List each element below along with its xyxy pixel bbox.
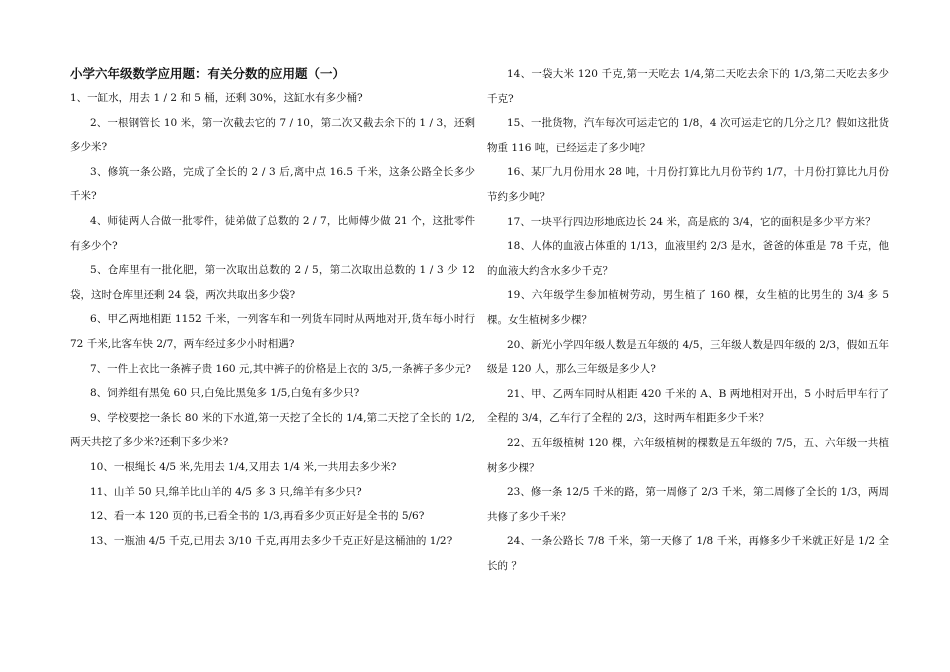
question-18: 18、人体的血液占体重的 1/13，血液里约 2/3 是水，爸爸的体重是 78 千克，他的血液大约含水多少千克？ [487, 240, 889, 277]
question-16: 16、某厂九月份用水 28 吨，十月份打算比九月份节约 1/7，十月份打算比九月份节约多少吨？ [487, 166, 889, 203]
page-title: 小学六年级数学应用题：有关分数的应用题（一） [70, 66, 346, 81]
question-17: 17、一块平行四边形地底边长 24 米，高是底的 3/4，它的面积是多少平方米？ [507, 215, 876, 228]
question-14: 14、一袋大米 120 千克,第一天吃去 1/4,第二天吃去余下的 1/3,第二天吃去多少千克? [487, 68, 889, 105]
question-13: 13、一瓶油 4/5 千克,已用去 3/10 千克,再用去多少千克正好是这桶油的 1/2? [90, 534, 453, 547]
question-2: 2、一根钢管长 10 米，第一次截去它的 7 / 10，第二次又截去余下的 1 / 3，还剩多少米? [70, 116, 475, 154]
question-4: 4、师徒两人合做一批零件，徒弟做了总数的 2 / 7，比师傅少做 21 个，这批零件有多少个? [70, 214, 475, 252]
left-column [70, 62, 475, 553]
right-column [487, 62, 889, 578]
question-7: 7、一件上衣比一条裤子贵 160 元,其中裤子的价格是上衣的 3/5,一条裤子多少元? [90, 362, 471, 375]
question-6: 6、甲乙两地相距 1152 千米，一列客车和一列货车同时从两地对开,货车每小时行 72 千米,比客车快 2/7，两车经过多少小时相遇? [70, 313, 475, 350]
question-21: 21、甲、乙两车同时从相距 420 千米的 A、B 两地相对开出，5 小时后甲车行了全程的 3/4，乙车行了全程的 2/3，这时两车相距多少千米？ [487, 387, 889, 425]
question-15: 15、一批货物，汽车每次可运走它的 1/8，4 次可运走它的几分之几？假如这批货物重 116 吨，已经运走了多少吨？ [487, 117, 889, 154]
question-1: 1、一缸水，用去 1 / 2 和 5 桶，还剩 30%，这缸水有多少桶? [70, 92, 363, 104]
question-22: 22、五年级植树 120 棵，六年级植树的棵数是五年级的 7/5，五、六年级一共植树多少棵？ [487, 436, 889, 474]
question-10: 10、一根绳长 4/5 米,先用去 1/4,又用去 1/4 米,一共用去多少米? [90, 460, 397, 473]
question-3: 3、修筑一条公路，完成了全长的 2 / 3 后,离中点 16.5 千米，这条公路全长多少千米? [70, 165, 475, 203]
question-11: 11、山羊 50 只,绵羊比山羊的 4/5 多 3 只,绵羊有多少只? [90, 485, 362, 498]
question-5: 5、仓库里有一批化肥，第一次取出总数的 2 / 5，第二次取出总数的 1 / 3 少 12 袋，这时仓库里还剩 24 袋，两次共取出多少袋? [70, 264, 475, 301]
question-8: 8、饲养组有黑兔 60 只,白兔比黑兔多 1/5,白兔有多少只? [90, 387, 360, 400]
question-19: 19、六年级学生参加植树劳动，男生植了 160 棵，女生植的比男生的 3/4 多 5 棵。女生植树多少棵？ [487, 289, 889, 326]
question-9: 9、学校要挖一条长 80 米的下水道,第一天挖了全长的 1/4,第二天挖了全长的 1/2,两天共挖了多少米?还剩下多少米? [70, 411, 475, 449]
question-23: 23、修一条 12/5 千米的路，第一周修了 2/3 千米，第二周修了全长的 1/3，两周共修了多少千米？ [487, 486, 889, 523]
question-24: 24、一条公路长 7/8 千米，第一天修了 1/8 千米，再修多少千米就正好是 1/2 全长的 ？ [487, 535, 889, 572]
question-12: 12、看一本 120 页的书,已看全书的 1/3,再看多少页正好是全书的 5/6? [90, 510, 425, 523]
question-20: 20、新光小学四年级人数是五年级的 4/5，三年级人数是四年级的 2/3，假如五年级是 120 人，那么三年级是多少人? [487, 338, 889, 376]
